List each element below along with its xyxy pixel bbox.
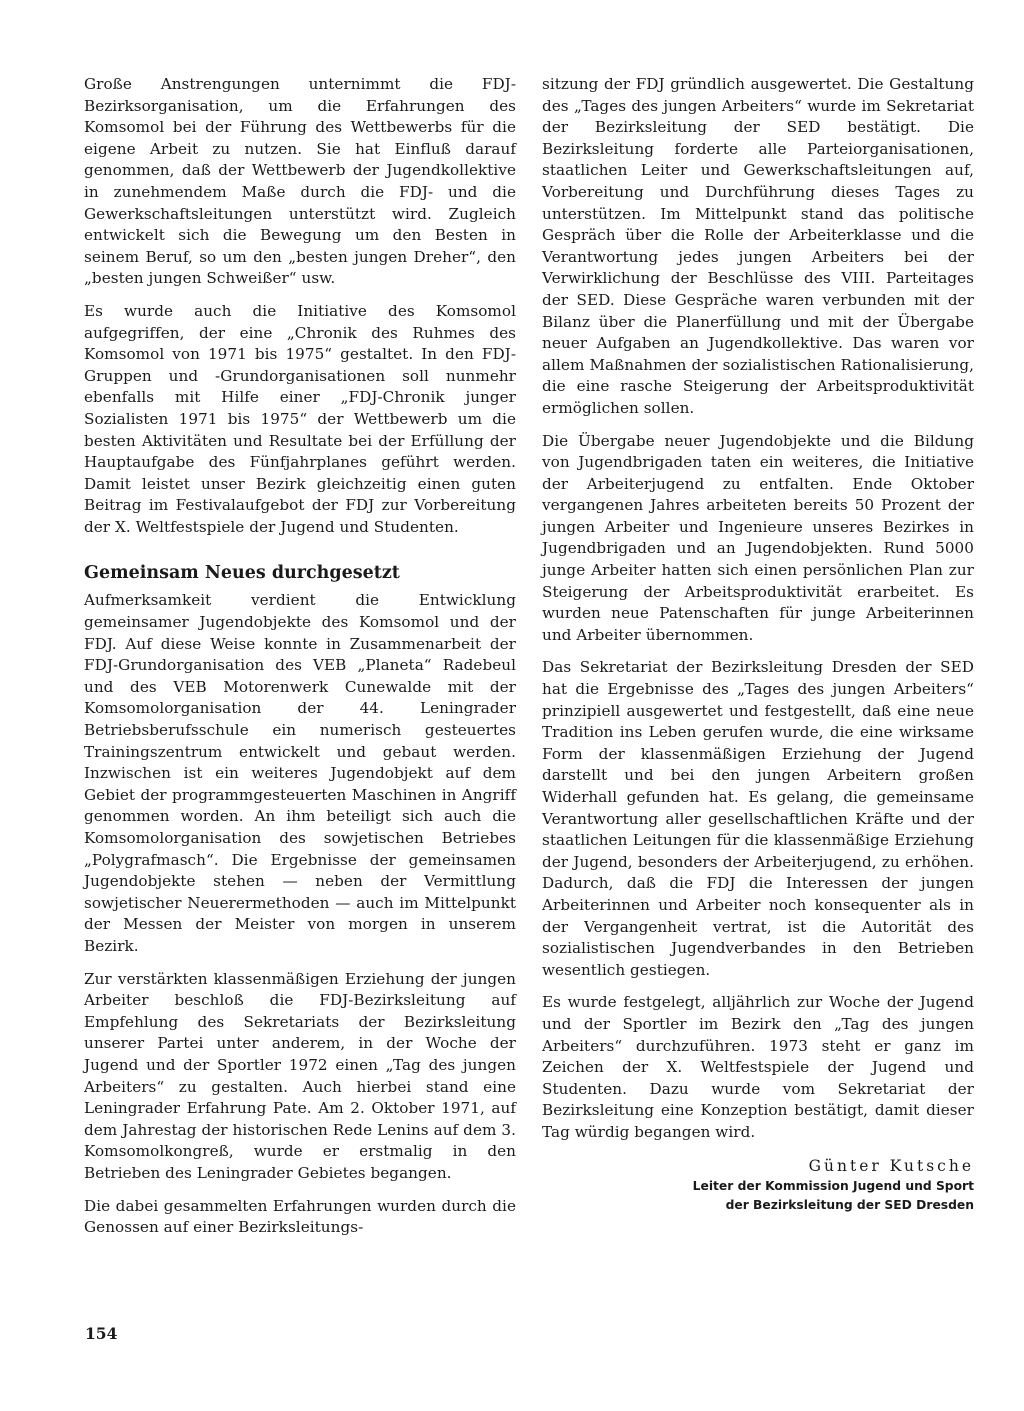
paragraph: Es wurde auch die Initiative des Komsomol aufgegriffen, der eine „Chronik des Ruhmes des Komsomol von 1971 bis 1975“ gestaltet. In den FDJ-Gruppen und -Grundorganisationen soll nunmehr ebenfalls mit Hilfe einer „FDJ-Chronik junger Sozialisten 1971 bis 1975“ der Wettbewerb um die besten Aktivitäten und Resultate bei der Erfüllung der Hauptaufgabe des Fünfjahrplanes geführt werden. Damit leistet unser Bezirk gleichzeitig einen guten Beitrag im Festivalaufgebot der FDJ zur Vorbereitung der X. Weltfestspiele der Jugend und Studenten. [84, 301, 516, 536]
paragraph: Die dabei gesammelten Erfahrungen wurden durch die Genossen auf einer Bezirksleitungs- [84, 1196, 516, 1237]
paragraph: Aufmerksamkeit verdient die Entwicklung gemeinsamer Jugendobjekte des Komsomol und der FDJ. Auf diese Weise konnte in Zusammenarbeit der FDJ-Grundorganisation des VEB „Planeta“ Radebeul und des VEB Motorenwerk Cunewalde mit der Komsomolorganisation der 44. Leningrader Betriebsberufsschule ein numerisch gesteuertes Trainingszentrum entwickelt und gebaut werden. Inzwischen ist ein weiteres Jugendobjekt auf dem Gebiet der programmgesteuerten Maschinen in Angriff genommen worden. An ihm beteiligt sich auch die Komsomolorganisation des sowjetischen Betriebes „Polygrafmasch“. Die Ergebnisse der gemeinsamen Jugendobjekte stehen — neben der Vermittlung sowjetischer Neuerermethoden — auch im Mittelpunkt der Messen der Meister von morgen in unserem Bezirk. [84, 591, 516, 955]
author-role: Leiter der Kommission Jugend und Sport [692, 1178, 974, 1193]
paragraph: Es wurde festgelegt, alljährlich zur Woche der Jugend und der Sportler im Bezirk den „Tag des jungen Arbeiters“ durchzuführen. 1973 steht er ganz im Zeichen der X. Weltfestspiele der Jugend und Studenten. Dazu wurde vom Sekretariat der Bezirksleitung eine Konzeption bestätigt, damit dieser Tag würdig begangen wird. [542, 993, 974, 1141]
paragraph: Große Anstrengungen unternimmt die FDJ-Bezirksorganisation, um die Erfahrungen des Komsomol bei der Führung des Wettbewerbs für die eigene Arbeit zu nutzen. Sie hat Einfluß darauf genommen, daß der Wettbewerb der Jugendkollektive in zunehmendem Maße durch die FDJ- und die Gewerkschaftsleitungen unterstützt wird. Zugleich entwickelt sich die Bewegung um den Besten in seinem Beruf, so um den „besten jungen Dreher“, den „besten jungen Schweißer“ usw. [84, 75, 516, 288]
left-column [84, 74, 516, 1250]
page-number: 154 [85, 1324, 118, 1343]
author-role: der Bezirksleitung der SED Dresden [725, 1197, 974, 1212]
paragraph: sitzung der FDJ gründlich ausgewertet. Die Gestaltung des „Tages des jungen Arbeiters“ wurde im Sekretariat der Bezirksleitung der SED bestätigt. Die Bezirksleitung forderte alle Parteiorganisationen, staatlichen Leiter und Gewerkschaftsleitungen auf, Vorbereitung und Durchführung dieses Tages zu unterstützen. Im Mittelpunkt stand das politische Gespräch über die Rolle der Arbeiterklasse und die Verantwortung jedes jungen Arbeiters bei der Verwirklichung der Beschlüsse des VIII. Parteitages der SED. Diese Gespräche waren verbunden mit der Bilanz über die Planerfüllung und mit der Übergabe neuer Aufgaben an Jugendkollektive. Das waren vor allem Maßnahmen der sozialistischen Rationalisierung, die eine rasche Steigerung der Arbeitsproduktivität ermöglichen sollen. [542, 75, 974, 417]
author-signature [542, 1155, 974, 1215]
paragraph: Das Sekretariat der Bezirksleitung Dresden der SED hat die Ergebnisse des „Tages des jungen Arbeiters“ prinzipiell ausgewertet und festgestellt, daß eine neue Tradition ins Leben gerufen wurde, die eine wirksame Form der klassenmäßigen Erziehung der Jugend darstellt und bei den jungen Arbeitern großen Widerhall gefunden hat. Es gelang, die gemeinsame Verantwortung aller gesellschaftlichen Kräfte und der staatlichen Leitungen für die klassenmäßige Erziehung der Jugend, besonders der Arbeiterjugend, zu erhöhen. Dadurch, daß die FDJ die Interessen der jungen Arbeiterinnen und Arbeiter noch konsequenter als in der Vergangenheit vertrat, ist die Autorität des sozialistischen Jugendverbandes in den Betrieben wesentlich gestiegen. [542, 658, 974, 979]
paragraph: Zur verstärkten klassenmäßigen Erziehung der jungen Arbeiter beschloß die FDJ-Bezirksleitung auf Empfehlung des Sekretariats der Bezirksleitung unserer Partei unter anderem, in der Woche der Jugend und der Sportler 1972 einen „Tag des jungen Arbeiters“ zu gestalten. Auch hierbei stand eine Leningrader Erfahrung Pate. Am 2. Oktober 1971, auf dem Jahrestag der historischen Rede Lenins auf dem 3. Komsomolkongreß, wurde er erstmalig in den Betrieben des Leningrader Gebietes begangen. [84, 969, 516, 1182]
right-column [542, 74, 974, 1215]
author-name: Günter Kutsche [808, 1156, 974, 1175]
paragraph: Die Übergabe neuer Jugendobjekte und die Bildung von Jugendbrigaden taten ein weiteres, die Initiative der Arbeiterjugend zu entfalten. Ende Oktober vergangenen Jahres arbeiteten bereits 50 Prozent der jungen Arbeiter und Ingenieure unseres Bezirkes in Jugendbrigaden und an Jugendobjekten. Rund 5000 junge Arbeiter hatten sich einen persönlichen Plan zur Steigerung der Arbeitsproduktivität erarbeitet. Es wurden neue Patenschaften für junge Arbeiterinnen und Arbeiter übernommen. [542, 431, 974, 644]
section-heading: Gemeinsam Neues durchgesetzt [84, 563, 400, 584]
